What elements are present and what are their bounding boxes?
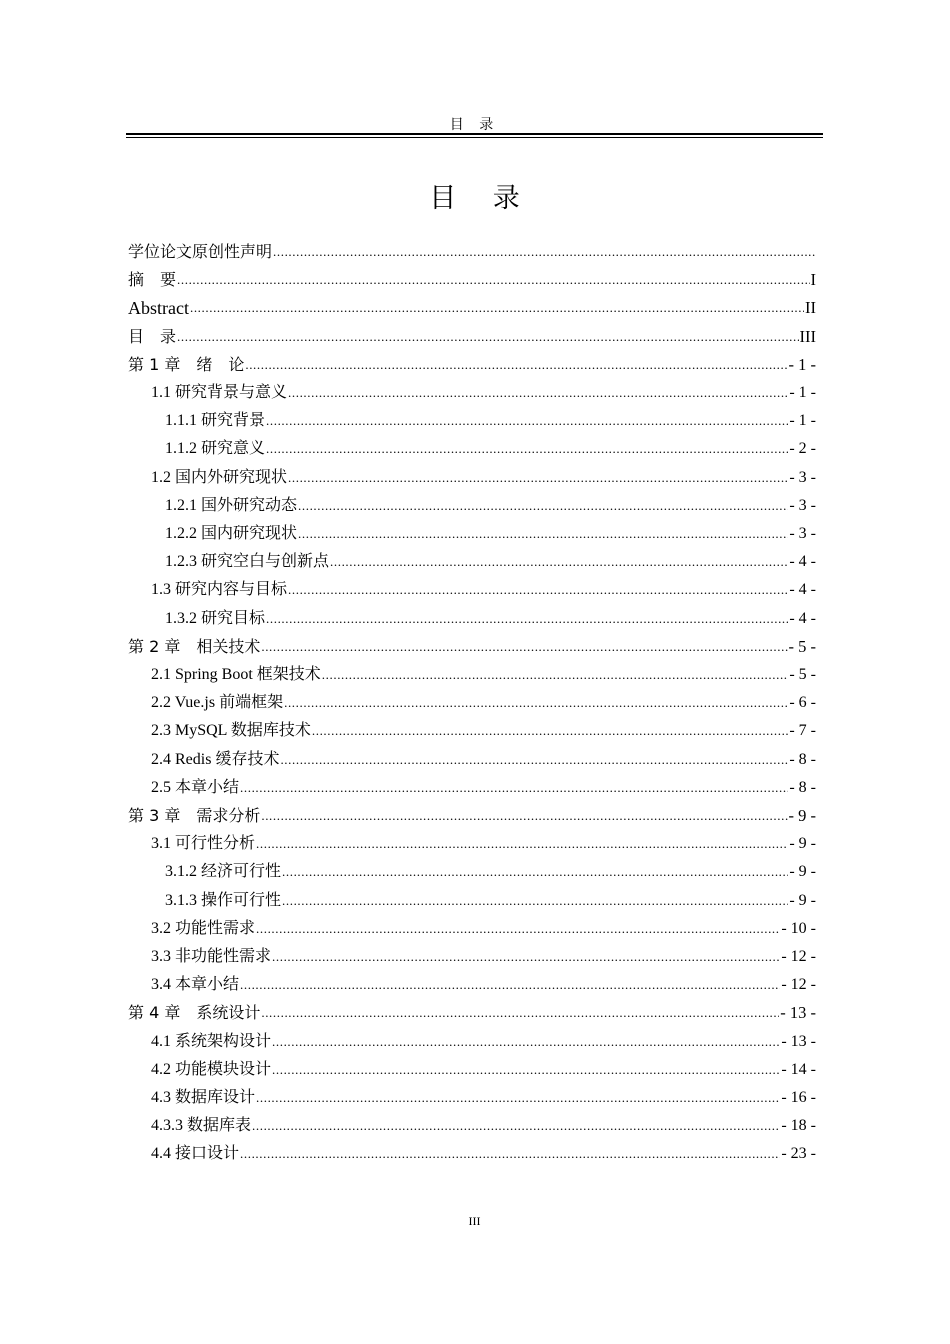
toc-entry-label: 4.2 功能模块设计 [151,1061,272,1078]
toc-dot-leader [261,806,787,826]
toc-entry-page: - 2 - [789,440,816,457]
toc-entry-page: I [810,270,816,289]
toc-entry[interactable] [151,576,816,600]
toc-entry-page: - 8 - [789,751,816,768]
toc-entry[interactable] [151,915,816,939]
toc-entry-label: 学位论文原创性声明 [128,242,273,261]
toc-entry-label: 4.3.3 数据库表 [151,1117,252,1134]
toc-entry-label: 第 4 章 系统设计 [128,1003,261,1022]
toc-entry-page: - 13 - [780,1003,816,1022]
toc-entry-label: 目 录 [128,327,177,346]
toc-entry-label: 3.1.3 操作可行性 [165,892,282,909]
toc-dot-leader [288,383,788,403]
toc-entry-label: 1.2 国内外研究现状 [151,469,288,486]
toc-entry[interactable] [128,266,816,290]
toc-dot-leader [252,1116,780,1136]
toc-entry-page: - 9 - [789,892,816,909]
toc-entry[interactable] [151,464,816,488]
toc-entry-page: - 18 - [781,1117,816,1134]
toc-entry[interactable] [165,520,816,544]
toc-entry-page: - 3 - [789,497,816,514]
toc-entry-page: - 4 - [789,553,816,570]
toc-entry-page: - 9 - [789,863,816,880]
toc-entry[interactable] [151,1112,816,1136]
toc-entry-label: 3.2 功能性需求 [151,920,256,937]
toc-entry-label: 2.1 Spring Boot 框架技术 [151,666,321,683]
toc-entry-label: 摘 要 [128,270,177,289]
toc-entry-page: - 4 - [789,581,816,598]
page-number: III [468,1214,481,1228]
toc-entry[interactable] [165,605,816,629]
toc-entry-label: 1.2.1 国外研究动态 [165,497,298,514]
toc-entry[interactable] [165,887,816,911]
toc-entry-label: 4.3 数据库设计 [151,1089,256,1106]
toc-entry[interactable] [165,548,816,572]
toc-entry-label: 3.3 非功能性需求 [151,948,272,965]
toc-entry-page: - 1 - [789,412,816,429]
toc-dot-leader [272,1060,780,1080]
toc-entry-label: 1.3.2 研究目标 [165,610,266,627]
toc-entry[interactable] [128,323,816,347]
running-header: 目 录 [449,118,500,133]
toc-entry-label: 1.1.2 研究意义 [165,440,266,457]
toc-dot-leader [240,778,788,798]
toc-entry-page: - 23 - [781,1145,816,1162]
toc-dot-leader [284,693,788,713]
toc-dot-leader [282,862,788,882]
toc-entry[interactable] [128,999,816,1023]
toc-dot-leader [256,919,780,939]
toc-entry-page: - 6 - [789,694,816,711]
toc-dot-leader [256,1088,780,1108]
toc-entry-page: - 4 - [789,610,816,627]
toc-dot-leader [272,947,780,967]
toc-entry-label: 3.4 本章小结 [151,976,240,993]
toc-dot-leader [272,1032,780,1052]
toc-entry[interactable] [151,830,816,854]
toc-entry-label: 2.2 Vue.js 前端框架 [151,694,284,711]
toc-entry[interactable] [151,689,816,713]
toc-dot-leader [177,327,799,347]
toc-entry-label: 2.3 MySQL 数据库技术 [151,722,311,739]
toc-entry[interactable] [151,1056,816,1080]
toc-dot-leader [245,355,787,375]
toc-dot-leader [240,1144,780,1164]
toc-entry[interactable] [151,1028,816,1052]
header-rule [126,133,823,135]
toc-entry-page: - 3 - [789,525,816,542]
toc-entry-label: 1.1 研究背景与意义 [151,384,288,401]
toc-entry[interactable] [151,774,816,798]
toc-entry-page: - 3 - [789,469,816,486]
toc-entry[interactable] [165,435,816,459]
toc-title: 目 录 [429,183,534,214]
toc-entry-page: - 9 - [788,806,816,825]
toc-entry[interactable] [151,746,816,770]
toc-entry-page: - 12 - [781,948,816,965]
toc-entry[interactable] [128,802,816,826]
toc-entry-page: II [805,298,816,317]
header-rule-thin [126,137,823,138]
toc-dot-leader [280,750,788,770]
toc-entry-label: 3.1 可行性分析 [151,835,256,852]
toc-entry[interactable] [151,971,816,995]
toc-entry-page: - 14 - [781,1061,816,1078]
toc-entry-label: 1.3 研究内容与目标 [151,581,288,598]
toc-entry-label: 2.4 Redis 缓存技术 [151,751,280,768]
toc-dot-leader [256,834,788,854]
toc-dot-leader [190,298,804,318]
toc-dot-leader [288,468,788,488]
toc-entry[interactable] [165,492,816,516]
toc-entry-page: - 7 - [789,722,816,739]
toc-dot-leader [261,637,787,657]
toc-entry-label: 4.1 系统架构设计 [151,1033,272,1050]
toc-entry-page: - 9 - [789,835,816,852]
toc-dot-leader [266,439,788,459]
toc-entry[interactable] [128,351,816,375]
toc-entry-label: 2.5 本章小结 [151,779,240,796]
toc-entry-page: III [799,327,816,346]
toc-entry-label: 4.4 接口设计 [151,1145,240,1162]
toc-dot-leader [330,552,788,572]
toc-dot-leader [282,891,788,911]
toc-entry-label: 1.2.2 国内研究现状 [165,525,298,542]
toc-dot-leader [266,609,788,629]
toc-entry-label: 第 2 章 相关技术 [128,637,261,656]
toc-entry-label: Abstract [128,298,189,318]
toc-entry-page: - 5 - [788,637,816,656]
toc-dot-leader [240,975,780,995]
toc-entry-page: - 12 - [781,976,816,993]
toc-dot-leader [261,1003,779,1023]
toc-entry[interactable] [151,1140,816,1164]
toc-dot-leader [273,242,815,262]
toc-entry-page: - 13 - [781,1033,816,1050]
toc-entry[interactable] [128,238,816,262]
toc-entry-label: 第 1 章 绪 论 [128,355,245,374]
toc-dot-leader [312,721,788,741]
toc-entry-page: - 1 - [789,384,816,401]
toc-entry-label: 第 3 章 需求分析 [128,806,261,825]
toc-dot-leader [288,580,788,600]
toc-entry[interactable] [151,661,816,685]
toc-entry[interactable] [151,717,816,741]
toc-entry-label: 1.1.1 研究背景 [165,412,266,429]
toc-entry-page: - 10 - [781,920,816,937]
toc-entry-page: - 5 - [789,666,816,683]
toc-entry-label: 3.1.2 经济可行性 [165,863,282,880]
toc-entry-page: - 8 - [789,779,816,796]
toc-dot-leader [298,496,788,516]
toc-entry[interactable] [165,407,816,431]
toc-entry-page: - 1 - [788,355,816,374]
toc-entry[interactable] [151,943,816,967]
toc-entry-label: 1.2.3 研究空白与创新点 [165,553,330,570]
toc-entry[interactable] [151,379,816,403]
toc-dot-leader [266,411,788,431]
toc-dot-leader [177,270,809,290]
toc-entry[interactable] [165,858,816,882]
toc-entry[interactable] [128,294,816,318]
toc-entry[interactable] [128,633,816,657]
toc-entry[interactable] [151,1084,816,1108]
toc-dot-leader [298,524,788,544]
toc-dot-leader [322,665,789,685]
toc-entry-page: - 16 - [781,1089,816,1106]
